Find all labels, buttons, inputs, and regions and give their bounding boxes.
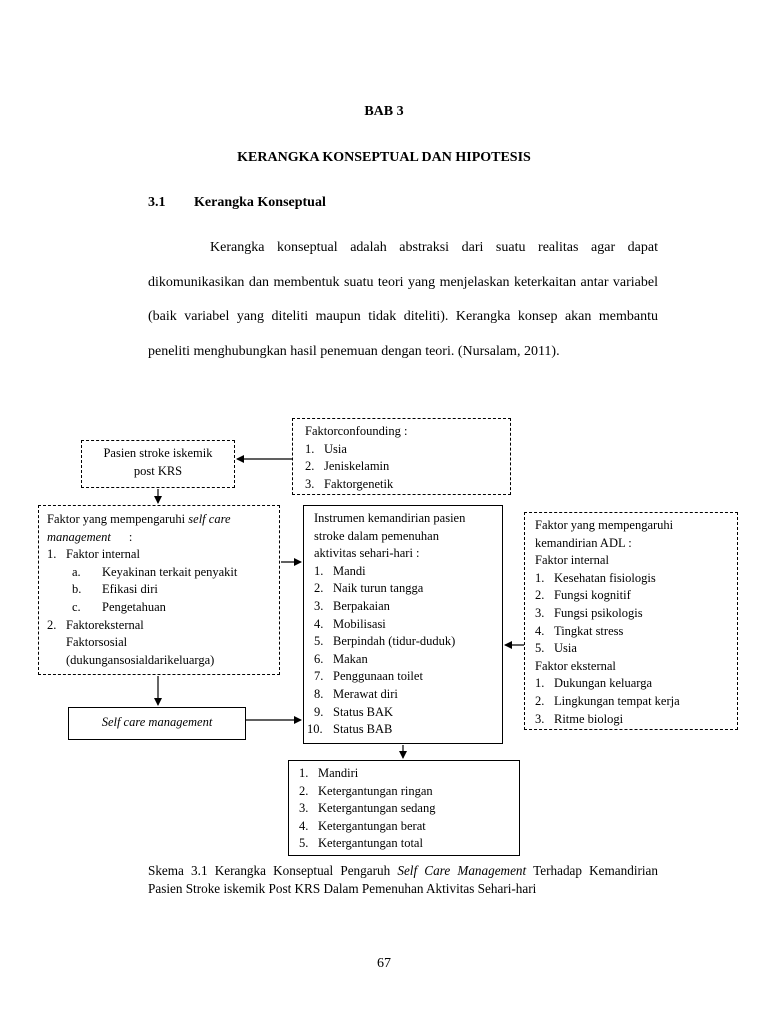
list-item: 1. Mandiri bbox=[299, 766, 359, 780]
list-item: 2. Fungsi kognitif bbox=[535, 588, 631, 603]
list-item: 4. Tingkat stress bbox=[535, 623, 624, 638]
patient-line1: Pasien stroke iskemik bbox=[103, 446, 213, 460]
list-item: 1. Usia bbox=[305, 441, 347, 456]
adl-external-label: Faktor eksternal bbox=[535, 658, 616, 673]
list-item: 2. Naik turun tangga bbox=[314, 581, 424, 596]
adl-heading-line2: kemandirian ADL : bbox=[535, 535, 632, 550]
list-item: 2. Jeniskelamin bbox=[305, 459, 390, 474]
list-item: 1. Kesehatan fisiologis bbox=[535, 570, 656, 585]
list-item: 8. Merawat diri bbox=[314, 686, 398, 701]
self-care-factors-heading: Faktor yang mempengaruhi self care bbox=[47, 512, 231, 526]
external-factor-line3: (dukungansosialdarikeluarga) bbox=[66, 652, 215, 667]
instrument-line1: Instrumen kemandirian pasien bbox=[314, 511, 466, 525]
confounding-heading: Faktorconfounding : bbox=[305, 424, 408, 438]
list-item: 6. Makan bbox=[314, 651, 368, 666]
list-item: 3. Fungsi psikologis bbox=[535, 605, 643, 620]
list-item: 3. Berpakaian bbox=[314, 598, 390, 613]
adl-heading-line1: Faktor yang mempengaruhi bbox=[535, 518, 674, 532]
external-factor-line2: Faktorsosial bbox=[66, 635, 128, 650]
instrument-line3: aktivitas sehari-hari : bbox=[314, 546, 420, 561]
list-item: 1. Dukungan keluarga bbox=[535, 676, 653, 691]
list-item: 5. Usia bbox=[535, 641, 577, 656]
list-item: 2. Ketergantungan ringan bbox=[299, 783, 433, 798]
intro-paragraph: Kerangka konseptual adalah abstraksi dari suatu realitas agar dapat dikomunikasikan dan membentuk suatu teori yang menjelaskan keterkaitan antar variabel (baik variabel yang diteliti maupun tidak diteliti). Kerangka konsep akan membantu peneliti menghubungkan hasil penemuan dengan teori. (Nursalam, 2011). bbox=[148, 240, 658, 359]
list-item: 2. Lingkungan tempat kerja bbox=[535, 693, 680, 708]
patient-line2: post KRS bbox=[133, 463, 183, 478]
list-item: 3. Ritme biologi bbox=[535, 711, 624, 726]
external-factor-label: 2. Faktoreksternal bbox=[47, 617, 144, 632]
section-title: Kerangka Konseptual bbox=[194, 195, 326, 210]
self-care-factors-box: Faktor yang mempengaruhi self care management : 1. Faktor internal a. Keyakinan terkait penyakit b. Efikasi diri c. Pengetahuan 2. Faktoreksternal Faktorsosial (dukungansosialdarikeluarga) bbox=[38, 505, 280, 675]
page-title: KERANGKA KONSEPTUAL DAN HIPOTESIS bbox=[237, 150, 531, 165]
list-item: 3. Faktorgenetik bbox=[305, 476, 394, 491]
list-item: 4. Mobilisasi bbox=[314, 616, 386, 631]
list-item: 3. Ketergantungan sedang bbox=[299, 801, 436, 816]
internal-factor-label: 1. Faktor internal bbox=[47, 547, 140, 562]
list-item: 7. Penggunaan toilet bbox=[314, 669, 423, 684]
page-number: 67 bbox=[377, 956, 391, 971]
list-item: 5. Ketergantungan total bbox=[299, 836, 423, 851]
list-item: 9. Status BAK bbox=[314, 704, 394, 719]
self-care-management-box: Self care management bbox=[68, 707, 246, 740]
instrument-line2: stroke dalam pemenuhan bbox=[314, 528, 439, 543]
list-item: 5. Berpindah (tidur-duduk) bbox=[314, 634, 456, 649]
list-item: 1. Mandi bbox=[314, 563, 366, 578]
chapter-heading: BAB 3 bbox=[364, 104, 404, 119]
figure-caption: Skema 3.1 Kerangka Konseptual Pengaruh Self Care Management Terhadap Kemandirian Pasien Stroke iskemik Post KRS Dalam Pemenuhan Aktivitas Sehari-hari bbox=[148, 863, 658, 896]
list-item: 10. Status BAB bbox=[307, 722, 393, 737]
list-item: b. Efikasi diri bbox=[72, 582, 158, 597]
list-item: 4. Ketergantungan berat bbox=[299, 818, 426, 833]
list-item: a. Keyakinan terkait penyakit bbox=[72, 564, 238, 579]
list-item: c. Pengetahuan bbox=[72, 599, 166, 614]
adl-internal-label: Faktor internal bbox=[535, 553, 609, 568]
section-number: 3.1 bbox=[148, 195, 166, 210]
